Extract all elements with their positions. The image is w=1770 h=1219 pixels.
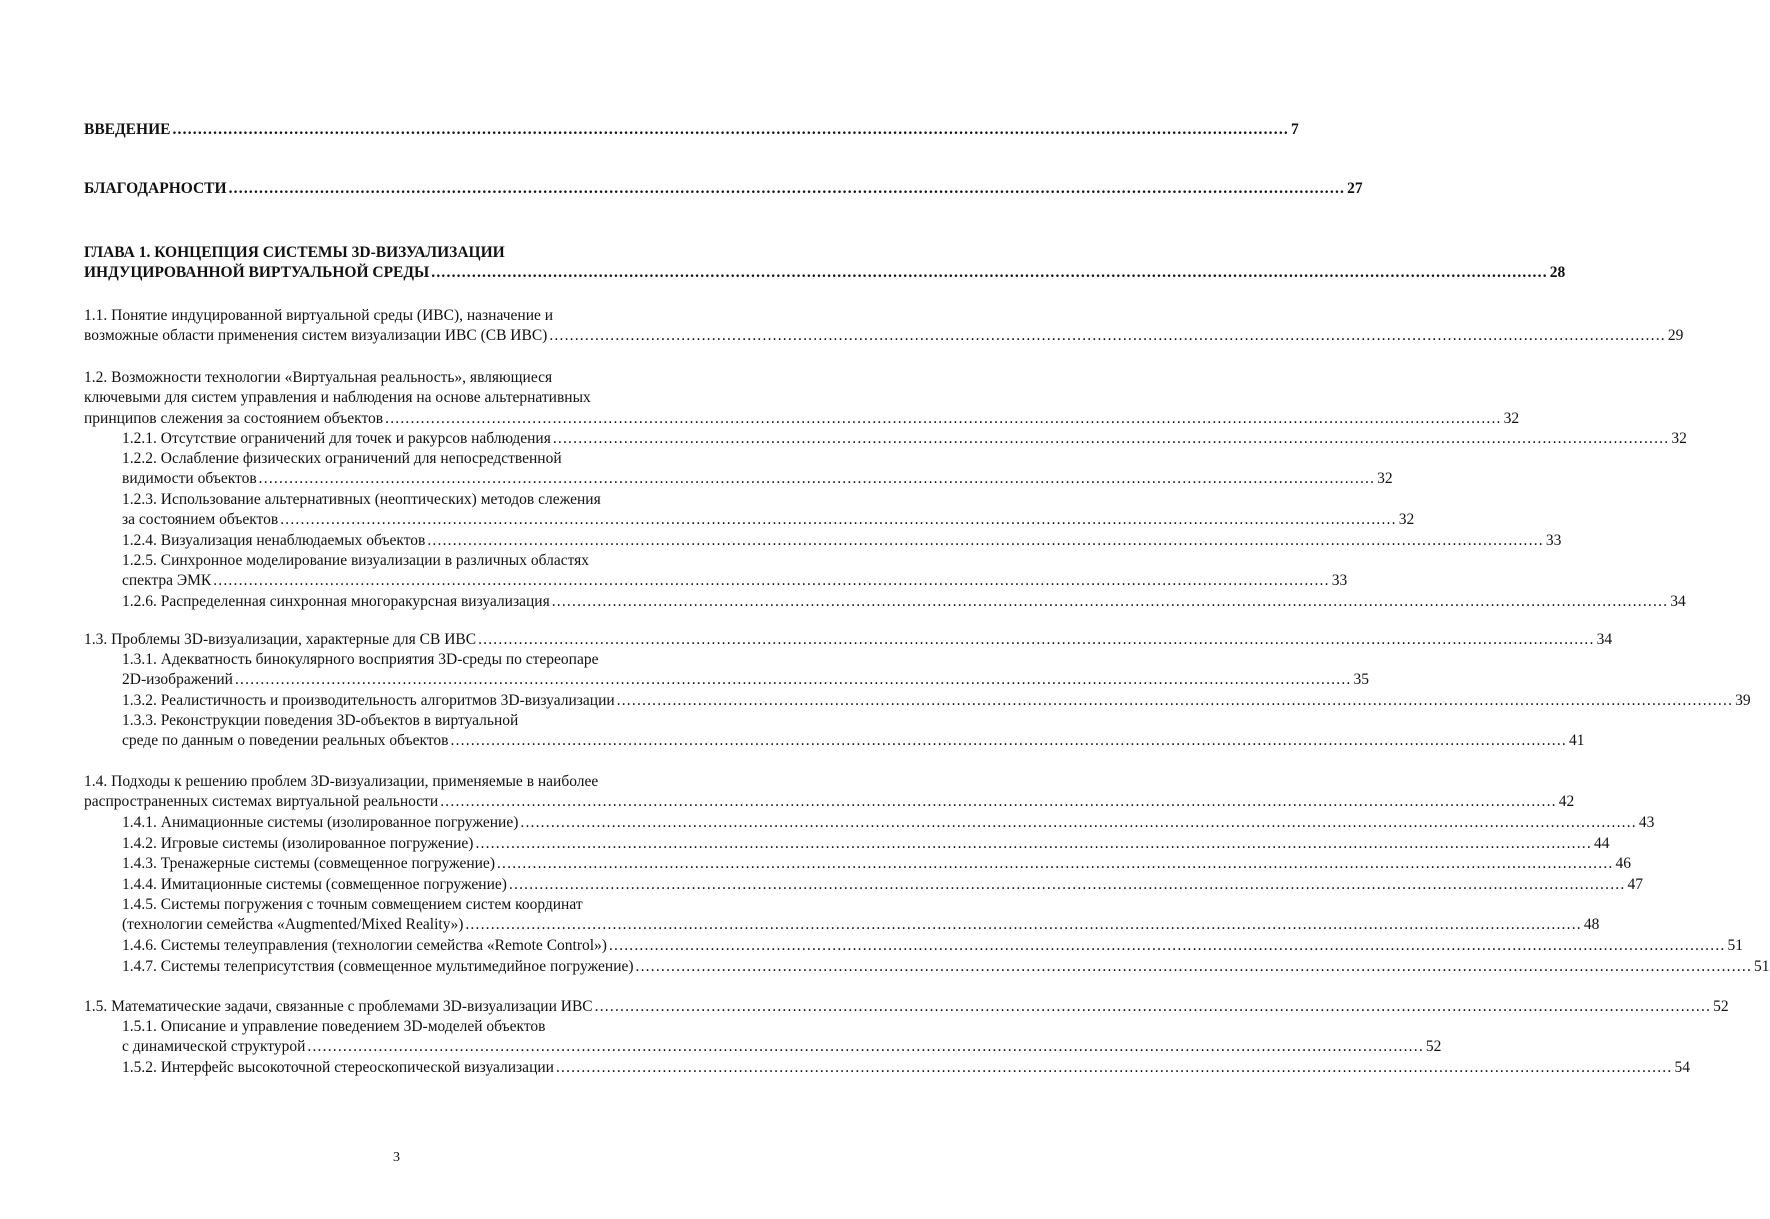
dot-leader: ............................................................................................................................................................................................................................ [258, 470, 1376, 488]
toc-entry-title-line: 1.3.3. Реконструкции поведения 3D-объектов в виртуальной [122, 712, 519, 729]
dot-leader: ............................................................................................................................................................................................................................ [427, 532, 1544, 549]
toc-page-number: 32 [1377, 470, 1393, 488]
toc-entry-last-line [122, 731, 1585, 751]
toc-entry-last-line [122, 957, 1770, 977]
toc-page-number: 43 [1638, 814, 1655, 831]
toc-entry-last-line [122, 670, 1369, 690]
toc-entry [122, 936, 1743, 956]
dot-leader: ............................................................................................................................................................................................................................ [608, 937, 1726, 954]
toc-entry [84, 772, 1575, 813]
toc-entry-last-line [122, 691, 1751, 711]
toc-entry [122, 531, 1562, 551]
toc-entry-title: ВВЕДЕНИЕ [84, 121, 171, 138]
toc-entry-title-line: 1.2.3. Использование альтернативных (неоптических) методов слежения [122, 491, 601, 508]
toc-entry-title: 1.4.7. Системы телеприсутствия (совмещенное мультимедийное погружение) [122, 958, 634, 975]
toc-entry-title: 1.5. Математические задачи, связанные с проблемами 3D-визуализации ИВС [84, 998, 593, 1015]
toc-page-number: 51 [1727, 937, 1743, 954]
toc-entry-last-line [122, 875, 1643, 895]
toc-entry-title: распространенных системах виртуальной реальности [84, 793, 439, 811]
toc-entry-last-line [122, 510, 1415, 530]
toc-entry [84, 630, 1613, 650]
toc-entry-title-line: ключевыми для систем управления и наблюдения на основе альтернативных [84, 389, 591, 407]
toc-entry-title: 1.3.2. Реалистичность и производительность алгоритмов 3D-визуализации [122, 692, 615, 709]
toc-entry-title: БЛАГОДАРНОСТИ [84, 180, 227, 197]
toc-entry [84, 120, 1299, 140]
toc-entry-last-line [84, 630, 1613, 650]
toc-entry-last-line [122, 469, 1393, 489]
toc-entry [122, 1058, 1690, 1078]
toc-entry [122, 834, 1610, 854]
toc-entry-title: 1.2.1. Отсутствие ограничений для точек и ракурсов наблюдения [122, 430, 551, 447]
toc-entry [122, 551, 1348, 592]
toc-entry-title: 1.3. Проблемы 3D-визуализации, характерные для СВ ИВС [84, 631, 477, 648]
dot-leader: ............................................................................................................................................................................................................................ [496, 855, 1614, 872]
toc-page-number: 7 [1290, 121, 1299, 138]
toc-entry [84, 306, 1684, 347]
toc-entry-last-line [122, 854, 1631, 874]
toc-entry-last-line [122, 592, 1686, 612]
toc-entry-title: с динамической структурой [122, 1038, 306, 1056]
toc-entry-last-line [122, 531, 1562, 551]
dot-leader: ............................................................................................................................................................................................................................ [549, 327, 1666, 345]
toc-page-number: 32 [1398, 511, 1415, 529]
toc-entry-title: 1.4.4. Имитационные системы (совмещенное погружение) [122, 876, 507, 893]
toc-entry [84, 997, 1729, 1017]
toc-entry-title: принципов слежения за состоянием объектов [84, 409, 384, 427]
toc-entry [122, 650, 1369, 691]
toc-page-number: 42 [1558, 793, 1575, 811]
dot-leader: ............................................................................................................................................................................................................................ [616, 692, 1734, 709]
dot-leader: ............................................................................................................................................................................................................................ [551, 593, 1669, 610]
toc-entry [84, 368, 1520, 429]
toc-page-number: 41 [1569, 732, 1585, 750]
toc-entry [122, 1017, 1442, 1058]
toc-entry-last-line [122, 571, 1348, 591]
toc-page-number: 35 [1353, 671, 1369, 689]
toc-entry-title-line: ГЛАВА 1. КОНЦЕПЦИЯ СИСТЕМЫ 3D-ВИЗУАЛИЗАЦИИ [84, 244, 505, 261]
dot-leader: ............................................................................................................................................................................................................................ [440, 793, 1557, 811]
toc-page-number: 27 [1347, 180, 1363, 197]
toc-page-number: 46 [1615, 855, 1631, 872]
toc-page-number: 29 [1667, 327, 1684, 345]
toc-page-number: 32 [1671, 430, 1687, 447]
toc-entry-title-line: 1.4. Подходы к решению проблем 3D-визуализации, применяемые в наиболее [84, 773, 599, 790]
toc-entry-title: 1.4.6. Системы телеуправления (технологии семейства «Remote Control») [122, 937, 607, 954]
toc-page-number: 34 [1596, 631, 1613, 648]
dot-leader: ............................................................................................................................................................................................................................ [450, 732, 1567, 750]
toc-entry [122, 854, 1631, 874]
toc-page-number: 28 [1549, 264, 1566, 282]
toc-entry [122, 813, 1655, 833]
dot-leader: ............................................................................................................................................................................................................................ [213, 572, 1330, 590]
toc-entry-title-line: 1.5.1. Описание и управление поведением 3D-моделей объектов [122, 1018, 546, 1035]
dot-leader: ............................................................................................................................................................................................................................ [555, 1059, 1673, 1076]
toc-entry-title: 2D-изображений [122, 671, 233, 689]
toc-entry-title: за состоянием объектов [122, 511, 279, 529]
toc-entry-title: 1.2.6. Распределенная синхронная многоракурсная визуализация [122, 593, 550, 610]
toc-page-number: 32 [1503, 409, 1520, 427]
toc-entry-title: возможные области применения систем визуализации ИВС (СВ ИВС) [84, 327, 548, 345]
toc-entry-title-line: 1.4.5. Системы погружения с точным совмещением систем координат [122, 896, 583, 913]
toc-entry-title: 1.4.2. Игровые системы (изолированное погружение) [122, 835, 474, 852]
dot-leader: ............................................................................................................................................................................................................................ [228, 180, 1346, 197]
toc-entry-last-line [84, 997, 1729, 1017]
toc-page-number: 33 [1545, 532, 1562, 549]
dot-leader: ............................................................................................................................................................................................................................ [280, 511, 1397, 529]
dot-leader: ............................................................................................................................................................................................................................ [635, 958, 1753, 975]
toc-page-number: 47 [1627, 876, 1643, 893]
toc-entry-last-line [122, 834, 1610, 854]
toc-page-number: 34 [1670, 593, 1686, 610]
toc-entry [122, 490, 1415, 531]
dot-leader: ............................................................................................................................................................................................................................ [475, 835, 1592, 852]
toc-entry-title: спектра ЭМК [122, 572, 212, 590]
toc-page-number: 48 [1583, 916, 1600, 934]
toc-entry-title: ИНДУЦИРОВАННОЙ ВИРТУАЛЬНОЙ СРЕДЫ [84, 264, 430, 282]
dot-leader: ............................................................................................................................................................................................................................ [172, 121, 1289, 138]
toc-entry-last-line [122, 1058, 1690, 1078]
toc-entry [84, 179, 1363, 199]
toc-entry [122, 957, 1770, 977]
toc-entry [122, 691, 1751, 711]
toc-entry-last-line [122, 936, 1743, 956]
dot-leader: ............................................................................................................................................................................................................................ [508, 876, 1626, 893]
toc-entry-last-line [122, 915, 1600, 935]
dot-leader: ............................................................................................................................................................................................................................ [465, 916, 1582, 934]
dot-leader: ............................................................................................................................................................................................................................ [385, 409, 1502, 427]
toc-entry-last-line [84, 792, 1575, 812]
toc-entry [122, 875, 1643, 895]
toc-entry-title: среде по данным о поведении реальных объектов [122, 732, 449, 750]
toc-entry-title: 1.2.4. Визуализация ненаблюдаемых объектов [122, 532, 426, 549]
toc-entry [122, 429, 1687, 449]
toc-entry-last-line [84, 409, 1520, 429]
toc-page-number: 51 [1754, 958, 1770, 975]
toc-entry-title: 1.4.1. Анимационные системы (изолированное погружение) [122, 814, 519, 831]
toc-entry-title: 1.5.2. Интерфейс высокоточной стереоскопической визуализации [122, 1059, 554, 1076]
toc-page-number: 33 [1331, 572, 1348, 590]
toc-page-number: 54 [1674, 1059, 1690, 1076]
toc-entry-last-line [84, 326, 1684, 346]
toc-page-number: 39 [1735, 692, 1751, 709]
dot-leader: ............................................................................................................................................................................................................................ [234, 671, 1352, 689]
toc-entry-title-line: 1.1. Понятие индуцированной виртуальной среды (ИВС), назначение и [84, 307, 554, 324]
toc-page-number: 52 [1713, 998, 1729, 1015]
toc-entry [122, 449, 1393, 490]
toc-entry-last-line [122, 1037, 1442, 1057]
toc-entry-last-line [122, 813, 1655, 833]
toc-entry-last-line [84, 120, 1299, 140]
toc-entry-title: видимости объектов [122, 470, 257, 488]
toc-entry-title-line: 1.3.1. Адекватность бинокулярного восприятия 3D-среды по стереопаре [122, 651, 599, 668]
dot-leader: ............................................................................................................................................................................................................................ [431, 264, 1548, 282]
toc-entry [84, 243, 1566, 284]
toc-entry-title-line: 1.2.5. Синхронное моделирование визуализации в различных областях [122, 552, 590, 569]
dot-leader: ............................................................................................................................................................................................................................ [594, 998, 1712, 1015]
dot-leader: ............................................................................................................................................................................................................................ [552, 430, 1670, 447]
toc-entry-title-line: 1.2.2. Ослабление физических ограничений для непосредственной [122, 450, 562, 467]
toc-entry [122, 592, 1686, 612]
toc-entry-last-line [122, 429, 1687, 449]
dot-leader: ............................................................................................................................................................................................................................ [307, 1038, 1424, 1056]
toc-page-number: 52 [1425, 1038, 1442, 1056]
toc-page-number: 44 [1593, 835, 1610, 852]
toc-entry-title: (технологии семейства «Augmented/Mixed Reality») [122, 916, 464, 934]
toc-entry [122, 895, 1600, 936]
toc-entry-last-line [84, 263, 1566, 283]
toc-entry-title: 1.4.3. Тренажерные системы (совмещенное погружение) [122, 855, 495, 872]
dot-leader: ............................................................................................................................................................................................................................ [478, 631, 1595, 648]
toc-entry-title-line: 1.2. Возможности технологии «Виртуальная реальность», являющиеся [84, 369, 553, 386]
dot-leader: ............................................................................................................................................................................................................................ [520, 814, 1637, 831]
toc-entry-last-line [84, 179, 1363, 199]
page-number: 3 [393, 1150, 400, 1165]
toc-entry [122, 711, 1585, 752]
